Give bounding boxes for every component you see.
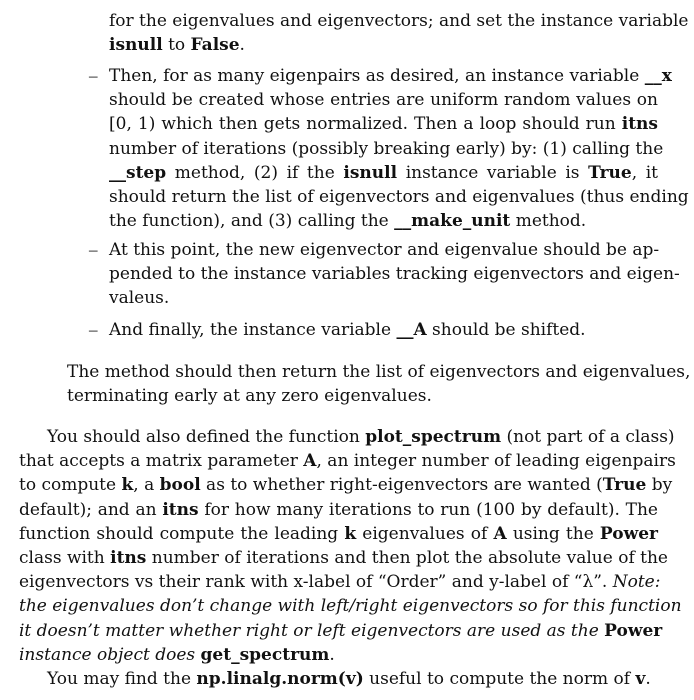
plot-line-6: class with itns number of iterations and then plot the absolute value of the [19,548,668,569]
k-param: k [121,475,134,496]
list-marker: – [89,240,98,259]
intro-paragraph [109,9,689,57]
item2-line-1: At this point, the new eigenvector and eigenvalue should be ap- [109,240,660,260]
x-variable: __x [644,66,672,86]
power-class: Power [604,620,663,641]
method-return-paragraph [67,360,691,408]
plot-line-4: default); and an itns for how many iterations to run (100 by default). The [19,499,658,520]
k-param: k [344,523,357,544]
final-paragraph [19,667,658,691]
plot-spectrum-term: plot_spectrum [365,427,502,447]
isnull-term: isnull [109,35,163,56]
intro-line-1: for the eigenvalues and eigenvectors; and set the instance variable [109,11,689,31]
item1-line-2: should be created whose entries are uniform random values on [109,90,658,111]
item2-line-2: pended to the instance variables tracking eigenvectors and eigen- [109,264,680,285]
plot-line-8: the eigenvalues don’t change with left/right eigenvectors so for this function [19,596,682,617]
plot-line-9: it doesn’t matter whether right or left eigenvectors are used as the Power [19,620,663,641]
bool-term: bool [159,475,201,496]
item1-line-3: [0, 1) which then gets normalized. Then a loop should run itns [109,114,658,135]
plot-spectrum-paragraph [19,425,682,667]
false-term: False [190,35,240,56]
return-line-2: terminating early at any zero eigenvalues. [67,386,432,407]
intro-line-2: isnull to False. [109,35,245,56]
return-line-1: The method should then return the list of eigenvectors and eigenvalues, [67,362,691,382]
final-line: You may find the np.linalg.norm(v) useful to compute the norm of v. [47,669,651,689]
list-marker: – [89,320,98,339]
item1-line-7: the function), and (3) calling the __make_unit method. [109,211,587,232]
list-item-shift [109,318,658,342]
plot-line-2: that accepts a matrix parameter A, an integer number of leading eigenpairs [19,451,676,472]
make-unit-method: __make_unit [394,211,511,232]
list-item-append [109,238,680,311]
a-variable: __A [396,320,427,340]
plot-line-7: eigenvectors vs their rank with x-label of “Order” and y-label of “λ”. Note: [19,572,661,593]
isnull-term: isnull [343,162,398,183]
plot-line-5: function should compute the leading k eigenvalues of A using the Power [19,523,658,544]
v-variable: v [635,669,646,689]
plot-line-1: You should also defined the function plot_spectrum (not part of a class) [47,427,675,447]
list-item-iteration [109,64,689,233]
plot-line-3: to compute k, a bool as to whether right-eigenvectors are wanted (True by [19,475,673,496]
get-spectrum-term: get_spectrum [200,644,330,665]
true-term: True [588,162,632,183]
item1-line-1: Then, for as many eigenpairs as desired, an instance variable __x [109,66,672,86]
itns-term: itns [162,499,199,520]
power-class: Power [599,523,658,544]
true-term: True [602,475,647,496]
itns-term: itns [621,114,658,135]
plot-line-10: instance object does get_spectrum. [19,644,335,665]
item1-line-6: should return the list of eigenvectors and eigenvalues (thus ending [109,187,689,208]
note-label: Note: [612,572,661,593]
item3-line-1: And finally, the instance variable __A should be shifted. [109,320,586,340]
item1-line-4: number of iterations (possibly breaking early) by: (1) calling the [109,138,664,159]
step-method: __step [109,162,167,183]
itns-term: itns [110,548,147,569]
a-param: A [303,451,317,472]
a-param: A [493,523,507,544]
list-marker: – [89,66,98,85]
item1-line-5: __step method, (2) if the isnull instance variable is True, it [109,162,659,183]
np-norm-term: np.linalg.norm(v) [196,669,364,689]
item2-line-3: valeus. [109,288,170,309]
